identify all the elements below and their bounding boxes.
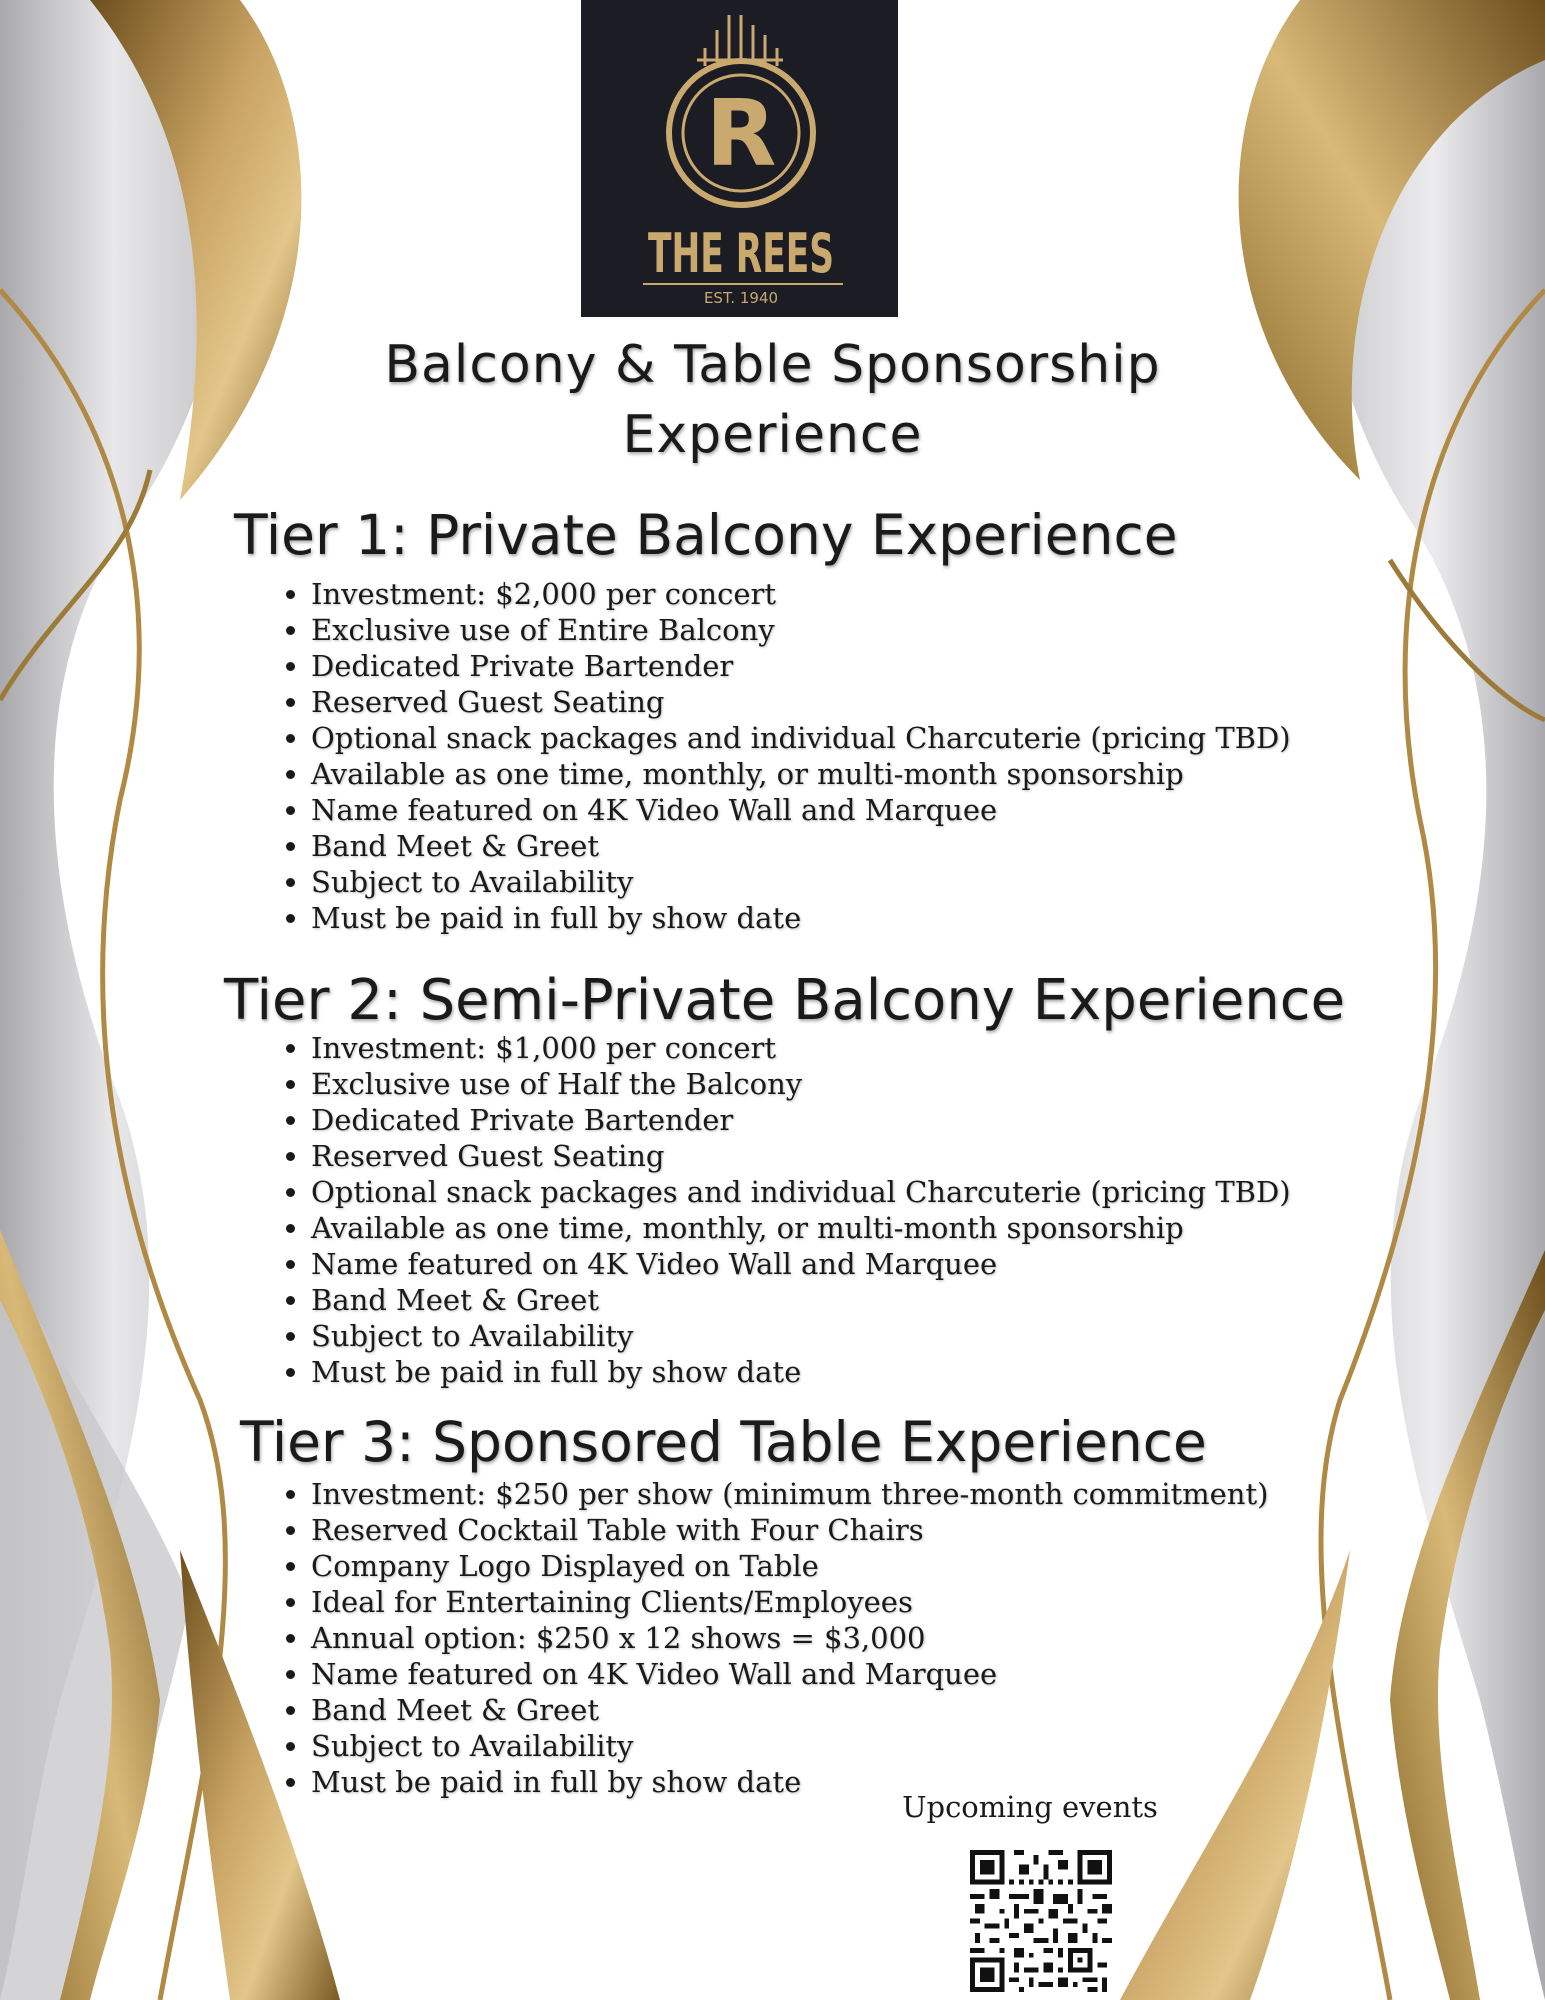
page-title xyxy=(0,330,1545,470)
the-rees-logo xyxy=(581,0,898,317)
list-item: • Must be paid in full by show date xyxy=(311,1354,1311,1390)
list-item: • Subject to Availability xyxy=(311,864,1311,900)
list-item: • Reserved Guest Seating xyxy=(311,684,1311,720)
list-item: • Exclusive use of Entire Balcony xyxy=(311,612,1311,648)
list-item: • Band Meet & Greet xyxy=(311,828,1311,864)
tier-2-heading: Tier 2: Semi-Private Balcony Experience xyxy=(224,968,1346,1033)
upcoming-events-label: Upcoming events xyxy=(902,1790,1158,1824)
list-item: • Optional snack packages and individual Charcuterie (pricing TBD) xyxy=(311,720,1311,756)
page-title-text: Balcony & Table Sponsorship Experience xyxy=(384,335,1161,465)
list-item: • Name featured on 4K Video Wall and Marquee xyxy=(311,1246,1311,1282)
qr-code-icon[interactable] xyxy=(970,1850,1112,1992)
list-item: • Subject to Availability xyxy=(311,1728,1311,1764)
logo-monogram: R xyxy=(705,80,777,187)
tier-3-heading: Tier 3: Sponsored Table Experience xyxy=(240,1410,1207,1474)
list-item: • Ideal for Entertaining Clients/Employees xyxy=(311,1584,1311,1620)
list-item: • Exclusive use of Half the Balcony xyxy=(311,1066,1311,1102)
list-item: • Reserved Cocktail Table with Four Chairs xyxy=(311,1512,1311,1548)
list-item: • Investment: $250 per show (minimum three-month commitment) xyxy=(311,1476,1311,1512)
list-item: • Available as one time, monthly, or multi-month sponsorship xyxy=(311,756,1311,792)
list-item: • Investment: $2,000 per concert xyxy=(311,576,1311,612)
list-item: • Must be paid in full by show date xyxy=(311,900,1311,936)
list-item: • Band Meet & Greet xyxy=(311,1282,1311,1318)
tier-1-benefits-list xyxy=(276,576,1311,936)
list-item: • Must be paid in full by show date xyxy=(311,1764,1311,1800)
tier-3-benefits-list xyxy=(276,1476,1311,1800)
list-item: • Reserved Guest Seating xyxy=(311,1138,1311,1174)
tier-2-benefits-list xyxy=(276,1030,1311,1390)
list-item: • Investment: $1,000 per concert xyxy=(311,1030,1311,1066)
list-item: • Available as one time, monthly, or multi-month sponsorship xyxy=(311,1210,1311,1246)
list-item: • Annual option: $250 x 12 shows = $3,000 xyxy=(311,1620,1311,1656)
list-item: • Band Meet & Greet xyxy=(311,1692,1311,1728)
list-item: • Dedicated Private Bartender xyxy=(311,1102,1311,1138)
list-item: • Optional snack packages and individual Charcuterie (pricing TBD) xyxy=(311,1174,1311,1210)
logo-mark xyxy=(581,0,898,317)
list-item: • Name featured on 4K Video Wall and Marquee xyxy=(311,792,1311,828)
tier-1-heading: Tier 1: Private Balcony Experience xyxy=(234,503,1178,567)
list-item: • Company Logo Displayed on Table xyxy=(311,1548,1311,1584)
qr-code-graphic xyxy=(970,1850,1112,1992)
list-item: • Subject to Availability xyxy=(311,1318,1311,1354)
logo-name: THE REES xyxy=(648,222,834,285)
logo-established: EST. 1940 xyxy=(703,289,779,307)
list-item: • Name featured on 4K Video Wall and Marquee xyxy=(311,1656,1311,1692)
list-item: • Dedicated Private Bartender xyxy=(311,648,1311,684)
